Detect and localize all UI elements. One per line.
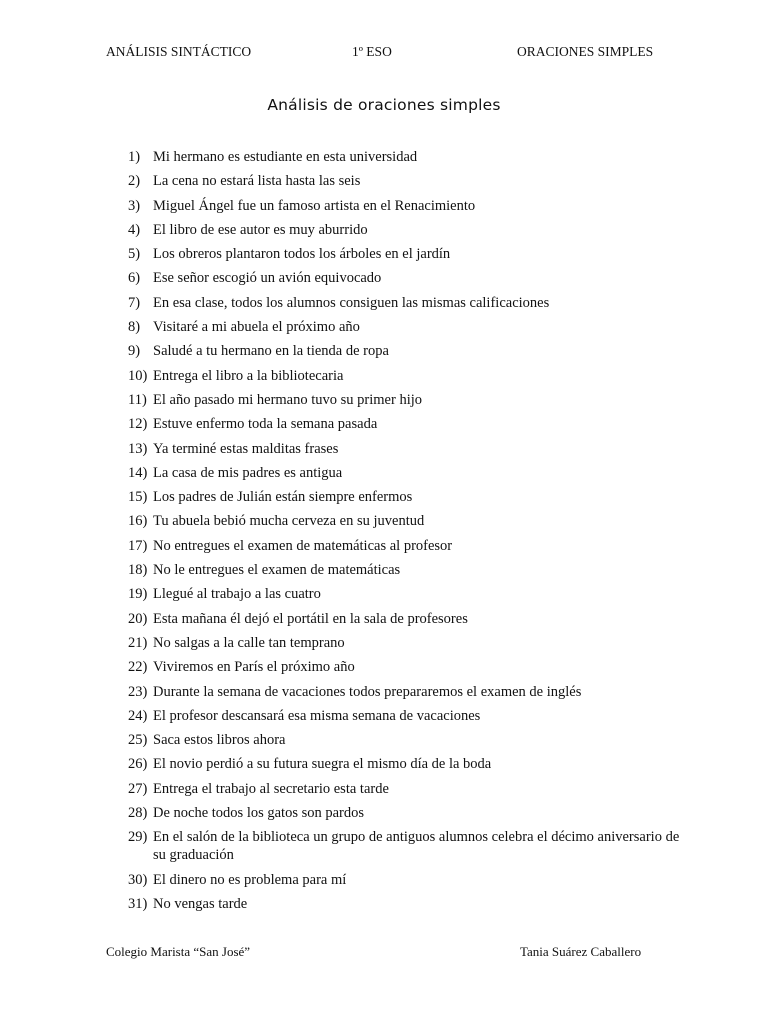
list-item-number: 20) bbox=[128, 610, 148, 627]
list-item-text: Miguel Ángel fue un famoso artista en el Renacimiento bbox=[153, 197, 476, 214]
list-item-text: Mi hermano es estudiante en esta universidad bbox=[153, 149, 418, 165]
list-item-number: 25) bbox=[128, 732, 148, 749]
list-item bbox=[128, 294, 688, 312]
list-item-text: Entrega el trabajo al secretario esta tarde bbox=[153, 780, 389, 797]
list-item-number: 8) bbox=[128, 319, 141, 336]
list-item-number: 9) bbox=[128, 343, 141, 360]
list-item-text: De noche todos los gatos son pardos bbox=[153, 805, 365, 822]
list-item bbox=[128, 148, 688, 166]
list-item-number: 12) bbox=[128, 416, 148, 433]
list-item bbox=[128, 488, 688, 506]
list-item bbox=[128, 367, 688, 385]
list-item bbox=[128, 464, 688, 482]
list-item-number: 26) bbox=[128, 756, 148, 773]
list-item-number: 21) bbox=[128, 634, 148, 651]
list-item bbox=[128, 585, 688, 603]
list-item bbox=[128, 172, 688, 190]
list-item bbox=[128, 755, 688, 773]
list-item-text: No salgas a la calle tan temprano bbox=[153, 634, 345, 651]
list-item-number: 2) bbox=[128, 173, 141, 190]
list-item bbox=[128, 537, 688, 555]
list-item-number: 5) bbox=[128, 246, 141, 263]
list-item-text: Estuve enfermo toda la semana pasada bbox=[153, 416, 378, 433]
list-item-text: Tu abuela bebió mucha cerveza en su juventud bbox=[153, 513, 425, 530]
list-item bbox=[128, 269, 688, 287]
page-header bbox=[0, 44, 768, 64]
document-title: Análisis de oraciones simples bbox=[267, 96, 501, 114]
list-item-number: 10) bbox=[128, 367, 148, 384]
list-item-number: 23) bbox=[128, 683, 148, 700]
list-item-number: 1) bbox=[128, 149, 141, 165]
list-item-number: 16) bbox=[128, 513, 148, 530]
list-item bbox=[128, 804, 688, 822]
list-item-text: El novio perdió a su futura suegra el mismo día de la boda bbox=[153, 756, 492, 773]
list-item-text: Ese señor escogió un avión equivocado bbox=[153, 270, 382, 287]
list-item bbox=[128, 342, 688, 360]
list-item-text: Esta mañana él dejó el portátil en la sala de profesores bbox=[153, 610, 468, 627]
list-item bbox=[128, 871, 688, 889]
footer-school: Colegio Marista “San José” bbox=[106, 944, 251, 959]
list-item bbox=[128, 828, 688, 864]
list-item bbox=[128, 391, 688, 409]
list-item-text: Llegué al trabajo a las cuatro bbox=[153, 586, 321, 603]
list-item-text: No entregues el examen de matemáticas al profesor bbox=[153, 537, 453, 554]
list-item-text: Los padres de Julián están siempre enfermos bbox=[153, 489, 413, 506]
list-item-text: Durante la semana de vacaciones todos prepararemos el examen de inglés bbox=[153, 683, 582, 700]
list-item bbox=[128, 610, 688, 628]
list-item bbox=[128, 318, 688, 336]
header-subject: ANÁLISIS SINTÁCTICO bbox=[106, 44, 252, 59]
list-item-text: En esa clase, todos los alumnos consiguen las mismas calificaciones bbox=[153, 294, 550, 311]
list-item-text: La casa de mis padres es antigua bbox=[153, 464, 343, 481]
list-item-text: Los obreros plantaron todos los árboles en el jardín bbox=[153, 246, 451, 263]
list-item-number: 7) bbox=[128, 294, 141, 311]
list-item bbox=[128, 440, 688, 458]
list-item-number: 14) bbox=[128, 464, 148, 481]
list-item-number: 22) bbox=[128, 659, 148, 676]
list-item bbox=[128, 683, 688, 701]
list-item bbox=[128, 634, 688, 652]
list-item-number: 13) bbox=[128, 440, 148, 457]
list-item bbox=[128, 245, 688, 263]
list-item-text: Entrega el libro a la bibliotecaria bbox=[153, 367, 344, 384]
list-item-number: 3) bbox=[128, 197, 141, 214]
list-item-text: En el salón de la biblioteca un grupo de antiguos alumnos celebra el décimo aniversario de su graduación bbox=[153, 829, 680, 864]
list-item-number: 31) bbox=[128, 895, 148, 912]
list-item bbox=[128, 658, 688, 676]
list-item-text: El libro de ese autor es muy aburrido bbox=[153, 221, 368, 238]
list-item-number: 4) bbox=[128, 221, 141, 238]
list-item bbox=[128, 197, 688, 215]
list-item-number: 30) bbox=[128, 871, 148, 888]
footer-author: Tania Suárez Caballero bbox=[520, 944, 642, 959]
list-item-number: 27) bbox=[128, 780, 148, 797]
sentence-list bbox=[128, 148, 688, 919]
list-item-number: 15) bbox=[128, 489, 148, 506]
list-item-text: No vengas tarde bbox=[153, 895, 248, 912]
list-item bbox=[128, 707, 688, 725]
list-item-number: 24) bbox=[128, 707, 148, 724]
list-item-text: El profesor descansará esa misma semana de vacaciones bbox=[153, 707, 481, 724]
list-item-number: 18) bbox=[128, 562, 148, 579]
list-item-number: 6) bbox=[128, 270, 141, 287]
list-item-text: Visitaré a mi abuela el próximo año bbox=[153, 319, 360, 336]
list-item bbox=[128, 561, 688, 579]
list-item-text: El año pasado mi hermano tuvo su primer hijo bbox=[153, 391, 423, 408]
header-course: 1º ESO bbox=[352, 44, 392, 59]
list-item-number: 19) bbox=[128, 586, 148, 603]
list-item-text: Saca estos libros ahora bbox=[153, 732, 286, 749]
list-item-number: 28) bbox=[128, 805, 148, 822]
list-item bbox=[128, 512, 688, 530]
list-item-text: Ya terminé estas malditas frases bbox=[153, 440, 339, 457]
list-item-text: La cena no estará lista hasta las seis bbox=[153, 173, 361, 190]
list-item-text: Saludé a tu hermano en la tienda de ropa bbox=[153, 343, 389, 360]
list-item bbox=[128, 780, 688, 798]
list-item-text: El dinero no es problema para mí bbox=[153, 871, 347, 888]
list-item bbox=[128, 895, 688, 913]
list-item-number: 29) bbox=[128, 829, 148, 846]
header-topic: ORACIONES SIMPLES bbox=[517, 44, 654, 59]
list-item-number: 17) bbox=[128, 537, 148, 554]
list-item bbox=[128, 415, 688, 433]
list-item-number: 11) bbox=[128, 391, 147, 408]
list-item-text: No le entregues el examen de matemáticas bbox=[153, 562, 401, 579]
list-item bbox=[128, 731, 688, 749]
list-item-text: Viviremos en París el próximo año bbox=[153, 659, 355, 676]
list-item bbox=[128, 221, 688, 239]
